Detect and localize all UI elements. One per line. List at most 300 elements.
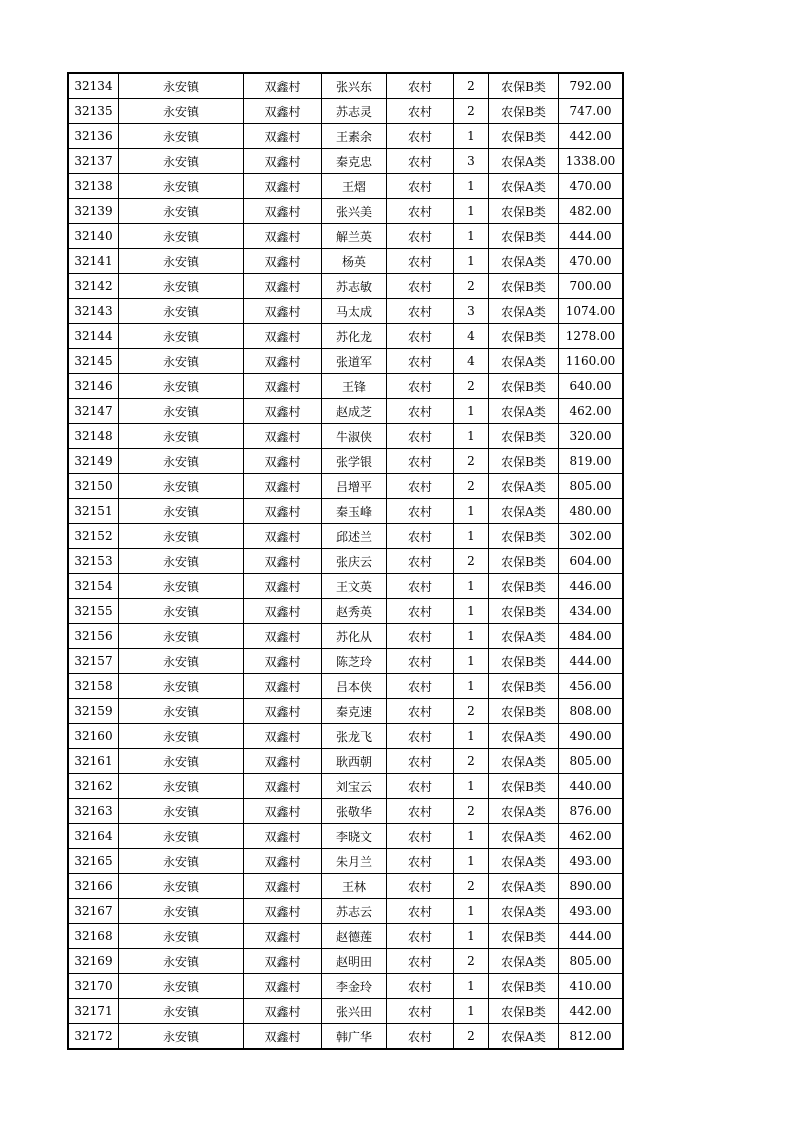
insurance-category-cell: 农保B类	[489, 124, 559, 149]
person-count-cell: 2	[454, 274, 489, 299]
name-cell: 张庆云	[322, 549, 387, 574]
village-cell: 双鑫村	[244, 824, 322, 849]
village-cell: 双鑫村	[244, 99, 322, 124]
insurance-category-cell: 农保B类	[489, 549, 559, 574]
town-cell: 永安镇	[119, 524, 244, 549]
row-id-cell: 32137	[68, 149, 119, 174]
village-cell: 双鑫村	[244, 399, 322, 424]
name-cell: 耿西朝	[322, 749, 387, 774]
village-cell: 双鑫村	[244, 649, 322, 674]
row-id-cell: 32171	[68, 999, 119, 1024]
person-count-cell: 2	[454, 449, 489, 474]
household-type-cell: 农村	[387, 924, 454, 949]
household-type-cell: 农村	[387, 199, 454, 224]
insurance-category-cell: 农保A类	[489, 949, 559, 974]
town-cell: 永安镇	[119, 674, 244, 699]
name-cell: 苏化从	[322, 624, 387, 649]
person-count-cell: 2	[454, 549, 489, 574]
household-type-cell: 农村	[387, 849, 454, 874]
household-type-cell: 农村	[387, 174, 454, 199]
table-row	[68, 874, 623, 899]
amount-cell: 819.00	[559, 449, 624, 474]
table-row	[68, 749, 623, 774]
insurance-category-cell: 农保A类	[489, 474, 559, 499]
table-row	[68, 999, 623, 1024]
household-type-cell: 农村	[387, 324, 454, 349]
village-cell: 双鑫村	[244, 599, 322, 624]
amount-cell: 410.00	[559, 974, 624, 999]
table-row	[68, 799, 623, 824]
insurance-category-cell: 农保A类	[489, 399, 559, 424]
table-row	[68, 724, 623, 749]
name-cell: 赵成芝	[322, 399, 387, 424]
row-id-cell: 32136	[68, 124, 119, 149]
row-id-cell: 32143	[68, 299, 119, 324]
amount-cell: 440.00	[559, 774, 624, 799]
person-count-cell: 1	[454, 249, 489, 274]
table-row	[68, 99, 623, 124]
amount-cell: 876.00	[559, 799, 624, 824]
household-type-cell: 农村	[387, 899, 454, 924]
person-count-cell: 2	[454, 749, 489, 774]
town-cell: 永安镇	[119, 699, 244, 724]
name-cell: 秦玉峰	[322, 499, 387, 524]
town-cell: 永安镇	[119, 299, 244, 324]
amount-cell: 444.00	[559, 649, 624, 674]
insurance-category-cell: 农保A类	[489, 149, 559, 174]
amount-cell: 700.00	[559, 274, 624, 299]
insurance-category-cell: 农保B类	[489, 99, 559, 124]
table-row	[68, 324, 623, 349]
village-cell: 双鑫村	[244, 624, 322, 649]
name-cell: 邱述兰	[322, 524, 387, 549]
town-cell: 永安镇	[119, 224, 244, 249]
table-row	[68, 1024, 623, 1050]
amount-cell: 462.00	[559, 399, 624, 424]
amount-cell: 640.00	[559, 374, 624, 399]
name-cell: 苏志灵	[322, 99, 387, 124]
person-count-cell: 1	[454, 849, 489, 874]
person-count-cell: 1	[454, 599, 489, 624]
amount-cell: 604.00	[559, 549, 624, 574]
town-cell: 永安镇	[119, 724, 244, 749]
row-id-cell: 32139	[68, 199, 119, 224]
insurance-category-cell: 农保B类	[489, 774, 559, 799]
amount-cell: 805.00	[559, 749, 624, 774]
household-type-cell: 农村	[387, 124, 454, 149]
table-row	[68, 474, 623, 499]
row-id-cell: 32169	[68, 949, 119, 974]
town-cell: 永安镇	[119, 499, 244, 524]
data-table	[67, 72, 624, 1050]
household-type-cell: 农村	[387, 149, 454, 174]
name-cell: 张学银	[322, 449, 387, 474]
person-count-cell: 2	[454, 374, 489, 399]
household-type-cell: 农村	[387, 874, 454, 899]
insurance-category-cell: 农保A类	[489, 724, 559, 749]
amount-cell: 442.00	[559, 124, 624, 149]
name-cell: 赵明田	[322, 949, 387, 974]
household-type-cell: 农村	[387, 449, 454, 474]
town-cell: 永安镇	[119, 624, 244, 649]
town-cell: 永安镇	[119, 824, 244, 849]
person-count-cell: 1	[454, 424, 489, 449]
insurance-category-cell: 农保B类	[489, 324, 559, 349]
name-cell: 张敬华	[322, 799, 387, 824]
name-cell: 刘宝云	[322, 774, 387, 799]
person-count-cell: 2	[454, 949, 489, 974]
household-type-cell: 农村	[387, 374, 454, 399]
table-row	[68, 149, 623, 174]
name-cell: 吕本侠	[322, 674, 387, 699]
name-cell: 赵秀英	[322, 599, 387, 624]
town-cell: 永安镇	[119, 249, 244, 274]
person-count-cell: 4	[454, 324, 489, 349]
household-type-cell: 农村	[387, 574, 454, 599]
village-cell: 双鑫村	[244, 974, 322, 999]
insurance-category-cell: 农保A类	[489, 624, 559, 649]
amount-cell: 444.00	[559, 924, 624, 949]
amount-cell: 493.00	[559, 849, 624, 874]
insurance-category-cell: 农保A类	[489, 349, 559, 374]
town-cell: 永安镇	[119, 774, 244, 799]
row-id-cell: 32150	[68, 474, 119, 499]
household-type-cell: 农村	[387, 299, 454, 324]
row-id-cell: 32170	[68, 974, 119, 999]
table-row	[68, 199, 623, 224]
row-id-cell: 32134	[68, 73, 119, 99]
name-cell: 朱月兰	[322, 849, 387, 874]
row-id-cell: 32151	[68, 499, 119, 524]
insurance-category-cell: 农保B类	[489, 449, 559, 474]
town-cell: 永安镇	[119, 574, 244, 599]
table-body	[68, 73, 623, 1049]
village-cell: 双鑫村	[244, 899, 322, 924]
town-cell: 永安镇	[119, 374, 244, 399]
insurance-category-cell: 农保B类	[489, 574, 559, 599]
name-cell: 韩广华	[322, 1024, 387, 1050]
table-row	[68, 774, 623, 799]
household-type-cell: 农村	[387, 799, 454, 824]
village-cell: 双鑫村	[244, 224, 322, 249]
amount-cell: 1074.00	[559, 299, 624, 324]
village-cell: 双鑫村	[244, 199, 322, 224]
household-type-cell: 农村	[387, 599, 454, 624]
insurance-category-cell: 农保B类	[489, 599, 559, 624]
village-cell: 双鑫村	[244, 474, 322, 499]
insurance-category-cell: 农保A类	[489, 299, 559, 324]
amount-cell: 470.00	[559, 174, 624, 199]
village-cell: 双鑫村	[244, 774, 322, 799]
amount-cell: 1160.00	[559, 349, 624, 374]
row-id-cell: 32157	[68, 649, 119, 674]
row-id-cell: 32160	[68, 724, 119, 749]
person-count-cell: 1	[454, 574, 489, 599]
insurance-category-cell: 农保B类	[489, 524, 559, 549]
name-cell: 苏志敏	[322, 274, 387, 299]
village-cell: 双鑫村	[244, 524, 322, 549]
person-count-cell: 1	[454, 399, 489, 424]
row-id-cell: 32149	[68, 449, 119, 474]
household-type-cell: 农村	[387, 424, 454, 449]
person-count-cell: 1	[454, 499, 489, 524]
name-cell: 吕增平	[322, 474, 387, 499]
town-cell: 永安镇	[119, 124, 244, 149]
village-cell: 双鑫村	[244, 424, 322, 449]
name-cell: 李金玲	[322, 974, 387, 999]
row-id-cell: 32141	[68, 249, 119, 274]
insurance-category-cell: 农保A类	[489, 849, 559, 874]
table-row	[68, 624, 623, 649]
household-type-cell: 农村	[387, 774, 454, 799]
town-cell: 永安镇	[119, 949, 244, 974]
village-cell: 双鑫村	[244, 799, 322, 824]
name-cell: 解兰英	[322, 224, 387, 249]
table-row	[68, 274, 623, 299]
row-id-cell: 32140	[68, 224, 119, 249]
row-id-cell: 32146	[68, 374, 119, 399]
amount-cell: 812.00	[559, 1024, 624, 1050]
village-cell: 双鑫村	[244, 924, 322, 949]
village-cell: 双鑫村	[244, 324, 322, 349]
row-id-cell: 32158	[68, 674, 119, 699]
table-row	[68, 299, 623, 324]
town-cell: 永安镇	[119, 449, 244, 474]
amount-cell: 302.00	[559, 524, 624, 549]
name-cell: 秦克速	[322, 699, 387, 724]
household-type-cell: 农村	[387, 949, 454, 974]
table-row	[68, 949, 623, 974]
person-count-cell: 1	[454, 974, 489, 999]
row-id-cell: 32161	[68, 749, 119, 774]
person-count-cell: 2	[454, 799, 489, 824]
row-id-cell: 32148	[68, 424, 119, 449]
household-type-cell: 农村	[387, 674, 454, 699]
amount-cell: 444.00	[559, 224, 624, 249]
village-cell: 双鑫村	[244, 749, 322, 774]
insurance-category-cell: 农保A类	[489, 249, 559, 274]
row-id-cell: 32159	[68, 699, 119, 724]
row-id-cell: 32153	[68, 549, 119, 574]
household-type-cell: 农村	[387, 999, 454, 1024]
person-count-cell: 1	[454, 899, 489, 924]
person-count-cell: 1	[454, 124, 489, 149]
amount-cell: 470.00	[559, 249, 624, 274]
household-type-cell: 农村	[387, 1024, 454, 1050]
insurance-category-cell: 农保B类	[489, 424, 559, 449]
town-cell: 永安镇	[119, 399, 244, 424]
household-type-cell: 农村	[387, 249, 454, 274]
row-id-cell: 32147	[68, 399, 119, 424]
town-cell: 永安镇	[119, 599, 244, 624]
town-cell: 永安镇	[119, 73, 244, 99]
person-count-cell: 1	[454, 824, 489, 849]
amount-cell: 434.00	[559, 599, 624, 624]
row-id-cell: 32162	[68, 774, 119, 799]
row-id-cell: 32145	[68, 349, 119, 374]
table-row	[68, 399, 623, 424]
row-id-cell: 32165	[68, 849, 119, 874]
table-row	[68, 699, 623, 724]
amount-cell: 462.00	[559, 824, 624, 849]
table-row	[68, 374, 623, 399]
person-count-cell: 1	[454, 199, 489, 224]
household-type-cell: 农村	[387, 349, 454, 374]
household-type-cell: 农村	[387, 649, 454, 674]
table-row	[68, 574, 623, 599]
table-row	[68, 349, 623, 374]
insurance-category-cell: 农保B类	[489, 374, 559, 399]
village-cell: 双鑫村	[244, 249, 322, 274]
person-count-cell: 1	[454, 724, 489, 749]
household-type-cell: 农村	[387, 99, 454, 124]
person-count-cell: 2	[454, 99, 489, 124]
town-cell: 永安镇	[119, 424, 244, 449]
insurance-category-cell: 农保B类	[489, 974, 559, 999]
row-id-cell: 32155	[68, 599, 119, 624]
table-row	[68, 649, 623, 674]
household-type-cell: 农村	[387, 399, 454, 424]
amount-cell: 1338.00	[559, 149, 624, 174]
town-cell: 永安镇	[119, 749, 244, 774]
table-row	[68, 524, 623, 549]
village-cell: 双鑫村	[244, 299, 322, 324]
village-cell: 双鑫村	[244, 674, 322, 699]
name-cell: 王锋	[322, 374, 387, 399]
insurance-category-cell: 农保A类	[489, 899, 559, 924]
amount-cell: 792.00	[559, 73, 624, 99]
household-type-cell: 农村	[387, 224, 454, 249]
insurance-category-cell: 农保B类	[489, 674, 559, 699]
name-cell: 陈芝玲	[322, 649, 387, 674]
town-cell: 永安镇	[119, 999, 244, 1024]
table-row	[68, 124, 623, 149]
person-count-cell: 1	[454, 624, 489, 649]
person-count-cell: 2	[454, 874, 489, 899]
household-type-cell: 农村	[387, 499, 454, 524]
household-type-cell: 农村	[387, 749, 454, 774]
town-cell: 永安镇	[119, 324, 244, 349]
town-cell: 永安镇	[119, 199, 244, 224]
amount-cell: 805.00	[559, 474, 624, 499]
town-cell: 永安镇	[119, 649, 244, 674]
name-cell: 牛淑侠	[322, 424, 387, 449]
household-type-cell: 农村	[387, 974, 454, 999]
table-row	[68, 974, 623, 999]
amount-cell: 320.00	[559, 424, 624, 449]
table-row	[68, 824, 623, 849]
row-id-cell: 32152	[68, 524, 119, 549]
name-cell: 张兴田	[322, 999, 387, 1024]
town-cell: 永安镇	[119, 349, 244, 374]
amount-cell: 890.00	[559, 874, 624, 899]
person-count-cell: 1	[454, 649, 489, 674]
insurance-category-cell: 农保A类	[489, 824, 559, 849]
village-cell: 双鑫村	[244, 549, 322, 574]
name-cell: 王素余	[322, 124, 387, 149]
town-cell: 永安镇	[119, 149, 244, 174]
row-id-cell: 32166	[68, 874, 119, 899]
name-cell: 王文英	[322, 574, 387, 599]
household-type-cell: 农村	[387, 824, 454, 849]
insurance-category-cell: 农保B类	[489, 699, 559, 724]
insurance-category-cell: 农保B类	[489, 649, 559, 674]
town-cell: 永安镇	[119, 174, 244, 199]
village-cell: 双鑫村	[244, 999, 322, 1024]
name-cell: 王林	[322, 874, 387, 899]
village-cell: 双鑫村	[244, 849, 322, 874]
village-cell: 双鑫村	[244, 724, 322, 749]
row-id-cell: 32168	[68, 924, 119, 949]
town-cell: 永安镇	[119, 274, 244, 299]
insurance-category-cell: 农保A类	[489, 499, 559, 524]
village-cell: 双鑫村	[244, 274, 322, 299]
row-id-cell: 32142	[68, 274, 119, 299]
table-row	[68, 449, 623, 474]
table-row	[68, 674, 623, 699]
table-row	[68, 73, 623, 99]
town-cell: 永安镇	[119, 549, 244, 574]
insurance-category-cell: 农保B类	[489, 999, 559, 1024]
town-cell: 永安镇	[119, 974, 244, 999]
table-row	[68, 924, 623, 949]
table-row	[68, 424, 623, 449]
village-cell: 双鑫村	[244, 574, 322, 599]
amount-cell: 456.00	[559, 674, 624, 699]
insurance-category-cell: 农保A类	[489, 874, 559, 899]
household-type-cell: 农村	[387, 724, 454, 749]
village-cell: 双鑫村	[244, 449, 322, 474]
village-cell: 双鑫村	[244, 374, 322, 399]
household-type-cell: 农村	[387, 73, 454, 99]
row-id-cell: 32138	[68, 174, 119, 199]
person-count-cell: 2	[454, 699, 489, 724]
village-cell: 双鑫村	[244, 124, 322, 149]
insurance-category-cell: 农保B类	[489, 924, 559, 949]
person-count-cell: 1	[454, 174, 489, 199]
village-cell: 双鑫村	[244, 949, 322, 974]
village-cell: 双鑫村	[244, 73, 322, 99]
town-cell: 永安镇	[119, 849, 244, 874]
amount-cell: 805.00	[559, 949, 624, 974]
person-count-cell: 3	[454, 299, 489, 324]
table-row	[68, 499, 623, 524]
row-id-cell: 32163	[68, 799, 119, 824]
amount-cell: 1278.00	[559, 324, 624, 349]
amount-cell: 490.00	[559, 724, 624, 749]
name-cell: 苏志云	[322, 899, 387, 924]
town-cell: 永安镇	[119, 99, 244, 124]
household-type-cell: 农村	[387, 474, 454, 499]
row-id-cell: 32156	[68, 624, 119, 649]
person-count-cell: 1	[454, 224, 489, 249]
row-id-cell: 32154	[68, 574, 119, 599]
name-cell: 马太成	[322, 299, 387, 324]
row-id-cell: 32144	[68, 324, 119, 349]
row-id-cell: 32167	[68, 899, 119, 924]
person-count-cell: 2	[454, 73, 489, 99]
village-cell: 双鑫村	[244, 499, 322, 524]
name-cell: 赵德莲	[322, 924, 387, 949]
amount-cell: 482.00	[559, 199, 624, 224]
table-row	[68, 599, 623, 624]
village-cell: 双鑫村	[244, 1024, 322, 1050]
table-row	[68, 849, 623, 874]
person-count-cell: 2	[454, 474, 489, 499]
name-cell: 李晓文	[322, 824, 387, 849]
person-count-cell: 1	[454, 924, 489, 949]
village-cell: 双鑫村	[244, 149, 322, 174]
